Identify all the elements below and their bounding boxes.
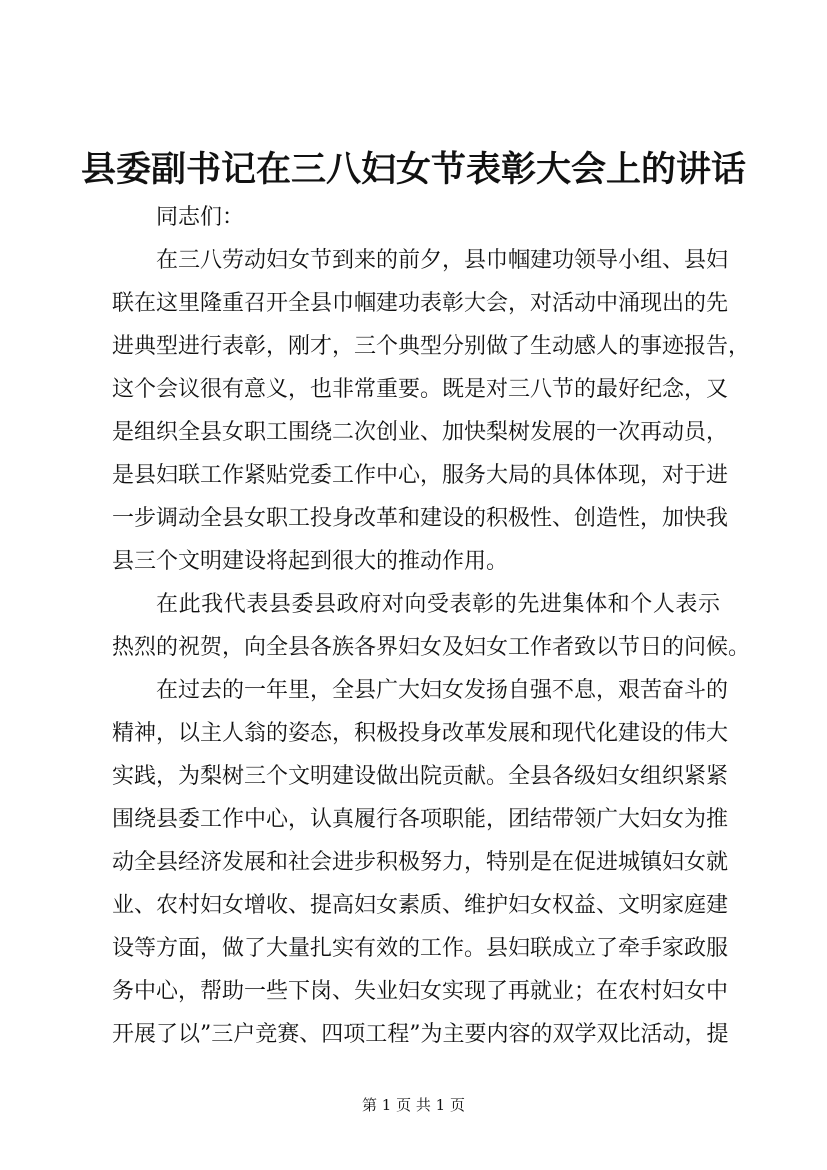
body-line: 在三八劳动妇女节到来的前夕，县巾帼建功领导小组、县妇	[156, 248, 729, 273]
body-line: 实践，为梨树三个文明建设做出院贡献。全县各级妇女组织紧紧	[112, 764, 729, 789]
body-line: 热烈的祝贺，向全县各族各界妇女及妇女工作者致以节日的问候。	[112, 635, 751, 660]
salutation-line: 同志们：	[156, 205, 245, 230]
body-line: 是县妇联工作紧贴党委工作中心，服务大局的具体体现，对于进	[112, 463, 729, 488]
body-line: 精神，以主人翁的姿态，积极投身改革发展和现代化建设的伟大	[112, 721, 729, 746]
document-body	[112, 196, 751, 1056]
body-line: 在此我代表县委县政府对向受表彰的先进集体和个人表示	[156, 592, 720, 617]
body-line: 在过去的一年里，全县广大妇女发扬自强不息，艰苦奋斗的	[156, 678, 729, 703]
body-line: 动全县经济发展和社会进步积极努力，特别是在促进城镇妇女就	[112, 850, 729, 875]
body-line: 业、农村妇女增收、提高妇女素质、维护妇女权益、文明家庭建	[112, 893, 729, 918]
page-number: 第 1 页 共 1 页	[362, 1096, 465, 1114]
body-line: 围绕县委工作中心，认真履行各项职能，团结带领广大妇女为推	[112, 807, 729, 832]
body-line: 县三个文明建设将起到很大的推动作用。	[112, 549, 509, 574]
document-title: 县委副书记在三八妇女节表彰大会上的讲话	[80, 149, 746, 190]
body-line: 务中心，帮助一些下岗、失业妇女实现了再就业；在农村妇女中	[112, 979, 729, 1004]
body-line: 进典型进行表彰，刚才，三个典型分别做了生动感人的事迹报告，	[112, 334, 751, 359]
body-line: 联在这里隆重召开全县巾帼建功表彰大会，对活动中涌现出的先	[112, 291, 729, 316]
body-line: 这个会议很有意义，也非常重要。既是对三八节的最好纪念，又	[112, 377, 729, 402]
body-line: 开展了以”三户竞赛、四项工程”为主要内容的双学双比活动，提	[112, 1022, 729, 1047]
body-line: 设等方面，做了大量扎实有效的工作。县妇联成立了牵手家政服	[112, 936, 729, 961]
body-line: 是组织全县女职工围绕二次创业、加快梨树发展的一次再动员，	[112, 420, 729, 445]
body-line: 一步调动全县女职工投身改革和建设的积极性、创造性，加快我	[112, 506, 729, 531]
